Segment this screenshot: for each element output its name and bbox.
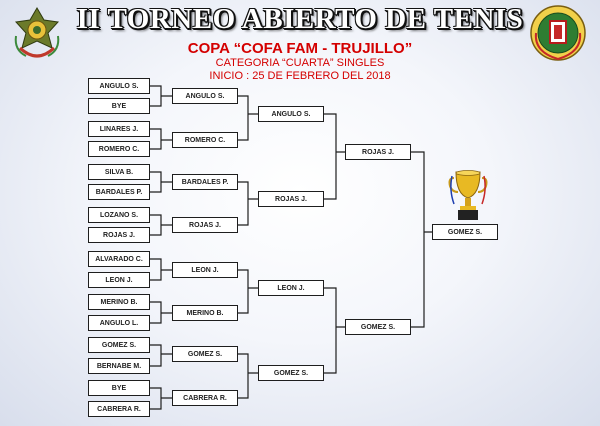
round1-player-2: BYE [88,98,150,114]
round1-player-6: BARDALES P. [88,184,150,200]
semifinal-player-1: ROJAS J. [345,144,411,160]
round1-player-5: SILVA B. [88,164,150,180]
round1-player-10: LEON J. [88,272,150,288]
quarterfinal-player-3: LEON J. [258,280,324,296]
round2-player-8: CABRERA R. [172,390,238,406]
round1-player-13: GOMEZ S. [88,337,150,353]
round2-player-3: BARDALES P. [172,174,238,190]
semifinal-player-2: GOMEZ S. [345,319,411,335]
round1-player-12: ANGULO L. [88,315,150,331]
quarterfinal-player-2: ROJAS J. [258,191,324,207]
round1-player-4: ROMERO C. [88,141,150,157]
quarterfinal-player-1: ANGULO S. [258,106,324,122]
round1-player-14: BERNABE M. [88,358,150,374]
round2-player-5: LEON J. [172,262,238,278]
round2-player-4: ROJAS J. [172,217,238,233]
round2-player-6: MERINO B. [172,305,238,321]
round1-player-8: ROJAS J. [88,227,150,243]
round1-player-15: BYE [88,380,150,396]
round1-player-11: MERINO B. [88,294,150,310]
round2-player-1: ANGULO S. [172,88,238,104]
champion-box: GOMEZ S. [432,224,498,240]
round2-player-2: ROMERO C. [172,132,238,148]
round1-player-9: ALVARADO C. [88,251,150,267]
round2-player-7: GOMEZ S. [172,346,238,362]
round1-player-7: LOZANO S. [88,207,150,223]
page-title: II TORNEO ABIERTO DE TENIS [76,3,524,35]
quarterfinal-player-4: GOMEZ S. [258,365,324,381]
round1-player-1: ANGULO S. [88,78,150,94]
trophy-icon [448,168,488,222]
cup-subtitle: COPA “COFA FAM - TRUJILLO” [187,40,413,57]
start-date-line: INICIO : 25 DE FEBRERO DEL 2018 [209,70,391,82]
round1-player-3: LINARES J. [88,121,150,137]
category-line: CATEGORIA “CUARTA” SINGLES [215,57,385,69]
round1-player-16: CABRERA R. [88,401,150,417]
